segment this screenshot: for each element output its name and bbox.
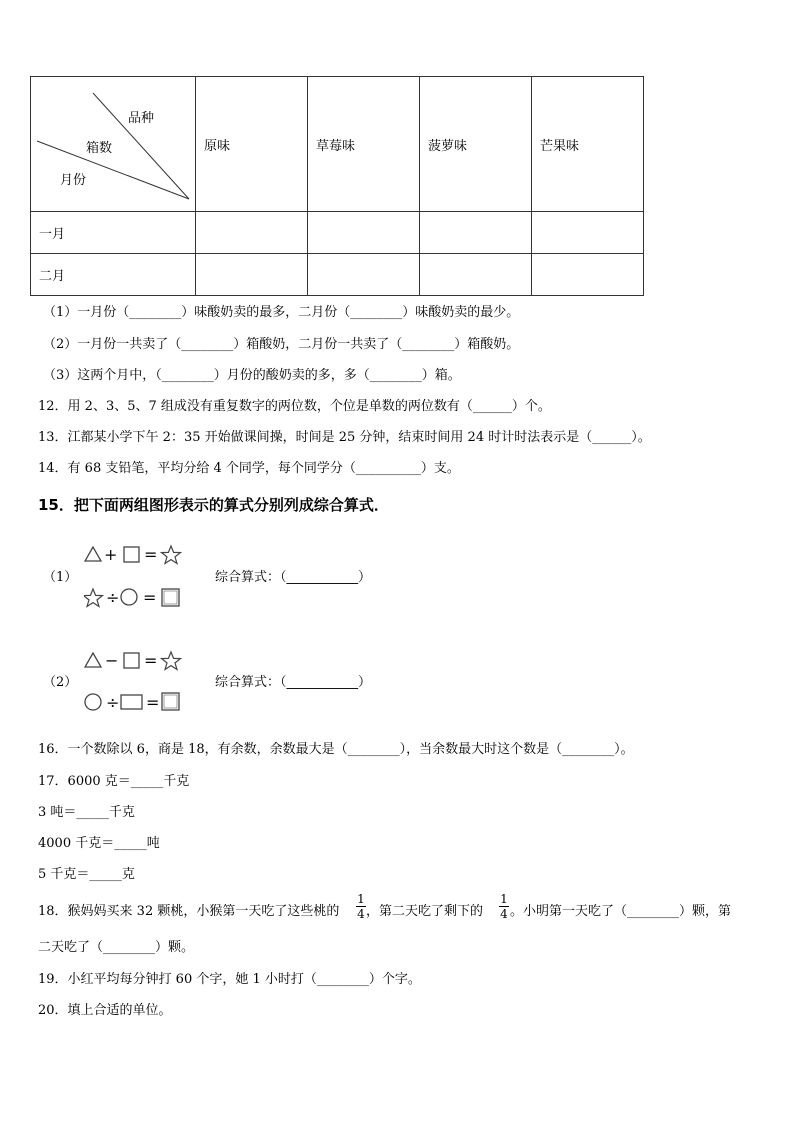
q15-part1-formula bbox=[84, 544, 194, 610]
fraction-denominator: 4 bbox=[357, 907, 365, 921]
square-icon bbox=[162, 589, 179, 606]
question-17-line4: 5 千克＝_____克 bbox=[38, 867, 135, 882]
col-header-mango: 芒果味 bbox=[532, 77, 644, 212]
star-icon bbox=[162, 652, 181, 670]
star-icon bbox=[84, 589, 103, 607]
question-17-line2: 3 吨＝_____千克 bbox=[38, 805, 135, 820]
question-17-line3: 4000 千克＝_____吨 bbox=[38, 836, 160, 851]
question-19: 19．小红平均每分钟打 60 个字，她 1 小时打（________）个字。 bbox=[38, 972, 421, 987]
table-cell[interactable] bbox=[308, 212, 420, 254]
question-17-line1: 17．6000 克＝_____千克 bbox=[38, 774, 190, 789]
equals-sign: = bbox=[144, 545, 158, 564]
fraction-numerator: 1 bbox=[357, 892, 365, 906]
question-20: 20．填上合适的单位。 bbox=[38, 1003, 172, 1018]
rectangle-icon bbox=[121, 695, 142, 709]
table-cell[interactable] bbox=[308, 254, 420, 296]
question-18-part-d: 二天吃了（________）颗。 bbox=[38, 940, 195, 955]
diagonal-lines bbox=[31, 77, 195, 211]
col-header-pineapple: 菠萝味 bbox=[420, 77, 532, 212]
divide-sign: ÷ bbox=[106, 588, 120, 607]
fraction-numerator: 1 bbox=[500, 892, 508, 906]
fraction-one-quarter bbox=[499, 893, 509, 920]
col-header-strawberry: 草莓味 bbox=[308, 77, 420, 212]
diag-label-month: 月份 bbox=[60, 173, 87, 188]
col-header-original: 原味 bbox=[196, 77, 308, 212]
question-18-part-c: 。小明第一天吃了（________）颗，第 bbox=[510, 904, 732, 919]
q15-part1-answer: 综合算式：（___________） bbox=[215, 570, 372, 585]
plus-sign: + bbox=[104, 545, 118, 564]
question-12: 12．用 2、3、5、7 组成没有重复数字的两位数，个位是单数的两位数有（______）个。 bbox=[38, 399, 551, 414]
question-15-title: 15．把下面两组图形表示的算式分别列成综合算式． bbox=[38, 496, 389, 514]
fraction-denominator: 4 bbox=[500, 907, 508, 921]
q11-sub3: （3）这两个月中，（________）月份的酸奶卖的多，多（________）箱。 bbox=[43, 368, 461, 383]
circle-icon bbox=[85, 694, 101, 710]
circle-icon bbox=[121, 589, 137, 605]
table-cell[interactable] bbox=[532, 212, 644, 254]
equals-sign: = bbox=[144, 651, 158, 670]
minus-sign: − bbox=[105, 651, 119, 670]
table-cell[interactable] bbox=[532, 254, 644, 296]
table-cell[interactable] bbox=[420, 254, 532, 296]
q11-sub2: （2）一月份一共卖了（________）箱酸奶，二月份一共卖了（________）箱酸奶。 bbox=[43, 337, 520, 352]
q15-part1-label: （1） bbox=[43, 570, 78, 585]
table-cell[interactable] bbox=[420, 212, 532, 254]
q15-part2-answer: 综合算式：（___________） bbox=[215, 675, 372, 690]
question-13: 13．江都某小学下午 2：35 开始做课间操，时间是 25 分钟，结束时间用 24 时计时法表示是（______）。 bbox=[38, 430, 651, 445]
q15-part2-label: （2） bbox=[43, 675, 78, 690]
triangle-icon bbox=[85, 653, 101, 667]
square-icon bbox=[162, 693, 179, 710]
question-18-part-a: 18．猴妈妈买来 32 颗桃，小猴第一天吃了这些桃的 bbox=[38, 904, 340, 919]
q11-sub1: （1）一月份（________）味酸奶卖的最多，二月份（________）味酸奶卖的最少。 bbox=[43, 305, 520, 320]
divide-sign: ÷ bbox=[106, 693, 120, 712]
question-18-part-b: ，第二天吃了剩下的 bbox=[366, 904, 484, 919]
question-16: 16．一个数除以 6，商是 18，有余数，余数最大是（________），当余数最大时这个数是（________）。 bbox=[38, 742, 634, 757]
diag-label-boxes: 箱数 bbox=[86, 141, 113, 156]
row-label-january: 一月 bbox=[31, 212, 196, 254]
table-cell[interactable] bbox=[196, 254, 308, 296]
q15-part2-formula bbox=[84, 650, 194, 716]
row-label-february: 二月 bbox=[31, 254, 196, 296]
diag-label-variety: 品种 bbox=[128, 111, 155, 126]
question-14: 14．有 68 支铅笔，平均分给 4 个同学，每个同学分（__________）支。 bbox=[38, 461, 460, 476]
fraction-one-quarter bbox=[356, 893, 366, 920]
triangle-icon bbox=[85, 547, 101, 561]
sales-table bbox=[30, 76, 644, 296]
star-icon bbox=[162, 546, 181, 564]
equals-sign: = bbox=[143, 588, 157, 607]
equals-sign: = bbox=[146, 693, 160, 712]
table-diagonal-header bbox=[31, 77, 196, 212]
table-cell[interactable] bbox=[196, 212, 308, 254]
square-icon bbox=[124, 653, 139, 668]
square-icon bbox=[124, 547, 139, 562]
